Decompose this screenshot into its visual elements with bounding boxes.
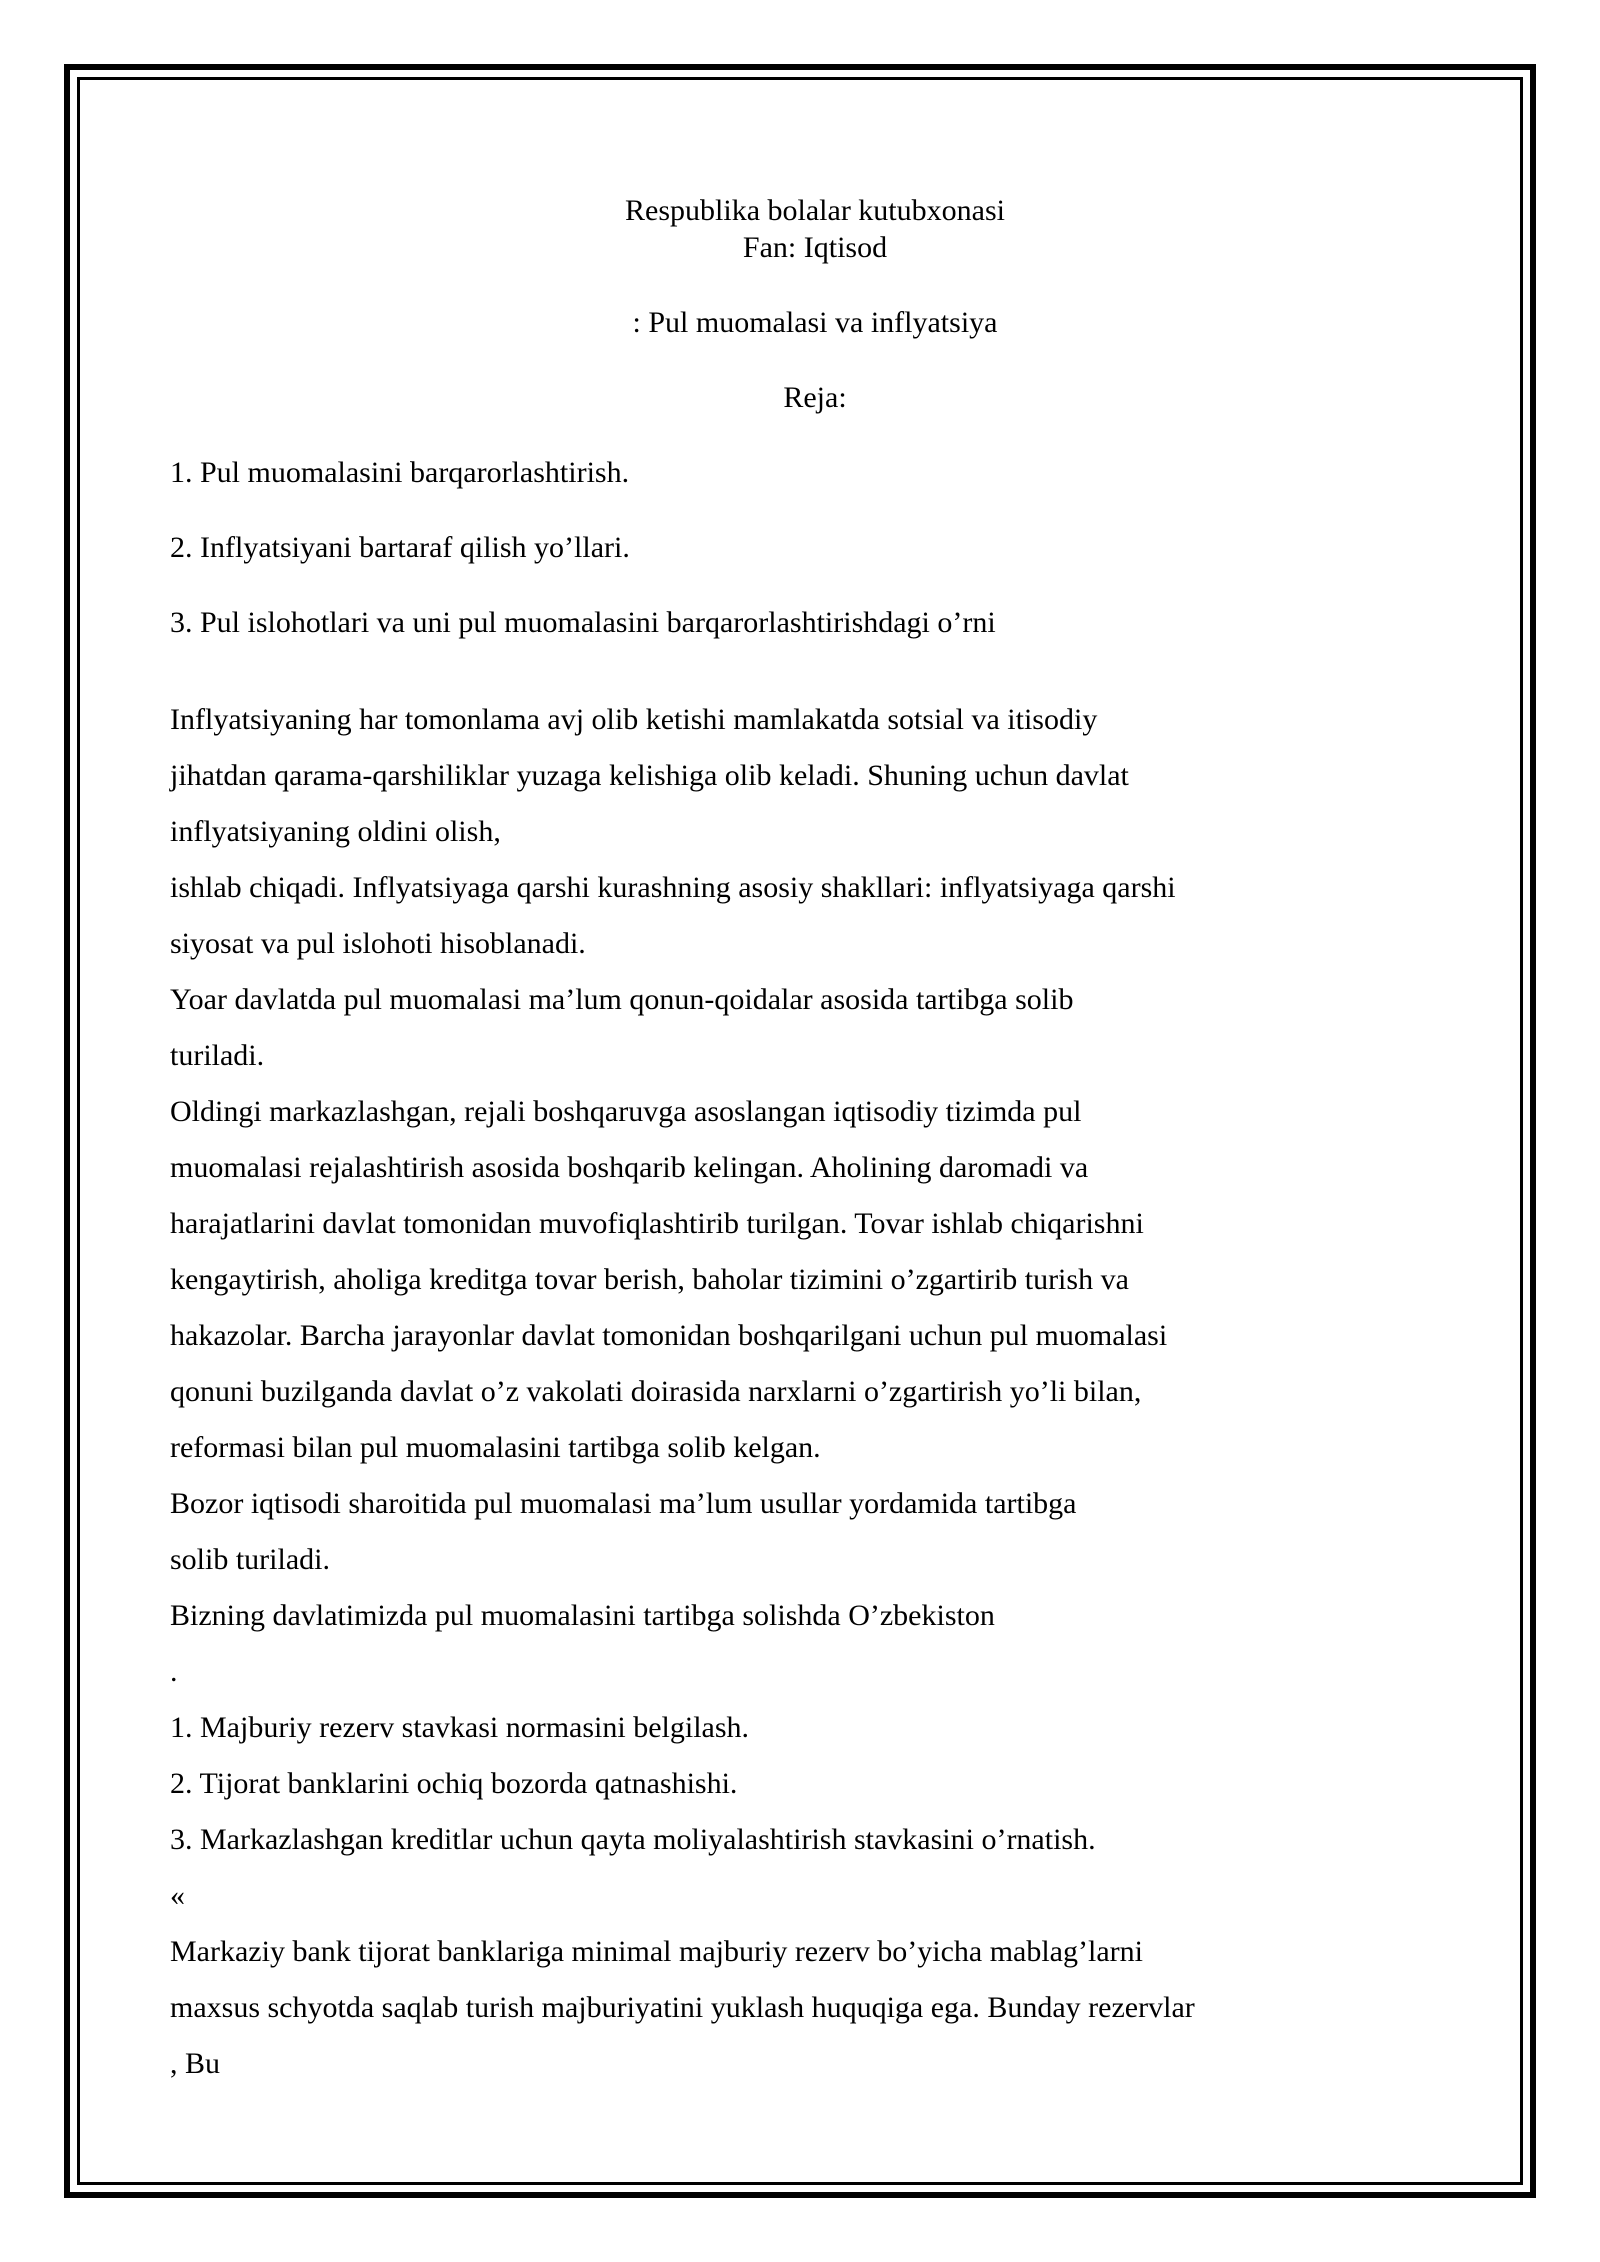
body-line: Oldingi markazlashgan, rejali boshqaruvga asoslangan iqtisodiy tizimda pul [170,1095,1082,1128]
plan-item-3: 3. Pul islohotlari va uni pul muomalasini barqarorlashtirishdagi o’rni [170,606,996,639]
topic-title: : Pul muomalasi va inflyatsiya [632,306,998,339]
subject-line: Fan: Iqtisod [742,231,888,264]
body-line: Yoar davlatda pul muomalasi ma’lum qonun-qoidalar asosida tartibga solib [170,983,1074,1016]
body-line: jihatdan qarama-qarshiliklar yuzaga kelishiga olib keladi. Shuning uchun davlat [170,759,1129,792]
body-line: Bizning davlatimizda pul muomalasini tartibga solishda O’zbekiston [170,1599,995,1632]
body-line: reformasi bilan pul muomalasini tartibga solib kelgan. [170,1431,821,1464]
body-line: 2. Tijorat banklarini ochiq bozorda qatnashishi. [170,1767,738,1800]
body-line: maxsus schyotda saqlab turish majburiyatini yuklash huquqiga ega. Bunday rezervlar [170,1991,1195,2024]
body-line: siyosat va pul islohoti hisoblanadi. [170,927,586,960]
institution-name: Respublika bolalar kutubxonasi [625,194,1005,227]
body-line: qonuni buzilganda davlat o’z vakolati doirasida narxlarni o’zgartirish yo’li bilan, [170,1375,1142,1408]
body-line: 3. Markazlashgan kreditlar uchun qayta moliyalashtirish stavkasini o’rnatish. [170,1823,1096,1856]
body-line: ishlab chiqadi. Inflyatsiyaga qarshi kurashning asosiy shakllari: inflyatsiyaga qarshi [170,871,1176,904]
body-line: 1. Majburiy rezerv stavkasi normasini belgilash. [170,1711,750,1744]
plan-item-2: 2. Inflyatsiyani bartaraf qilish yo’llari. [170,531,630,564]
body-line: hakazolar. Barcha jarayonlar davlat tomonidan boshqarilgani uchun pul muomalasi [170,1319,1168,1352]
body-line: solib turiladi. [170,1543,330,1576]
body-line: harajatlarini davlat tomonidan muvofiqlashtirib turilgan. Tovar ishlab chiqarishni [170,1207,1144,1240]
body-line: . [170,1655,178,1688]
plan-heading: Reja: [783,381,847,414]
body-line: « [170,1879,185,1912]
body-line: Inflyatsiyaning har tomonlama avj olib ketishi mamlakatda sotsial va itisodiy [170,703,1098,736]
body-text [170,692,1470,2092]
body-line: kengaytirish, aholiga kreditga tovar berish, baholar tizimini o’zgartirib turish va [170,1263,1129,1296]
body-line: Bozor iqtisodi sharoitida pul muomalasi ma’lum usullar yordamida tartibga [170,1487,1077,1520]
plan-item-1: 1. Pul muomalasini barqarorlashtirish. [170,456,630,489]
body-line: Markaziy bank tijorat banklariga minimal majburiy rezerv bo’yicha mablag’larni [170,1935,1143,1968]
body-line: , Bu [170,2047,221,2080]
body-line: muomalasi rejalashtirish asosida boshqarib kelingan. Aholining daromadi va [170,1151,1089,1184]
body-line: turiladi. [170,1039,265,1072]
body-line: inflyatsiyaning oldini olish, [170,815,501,848]
